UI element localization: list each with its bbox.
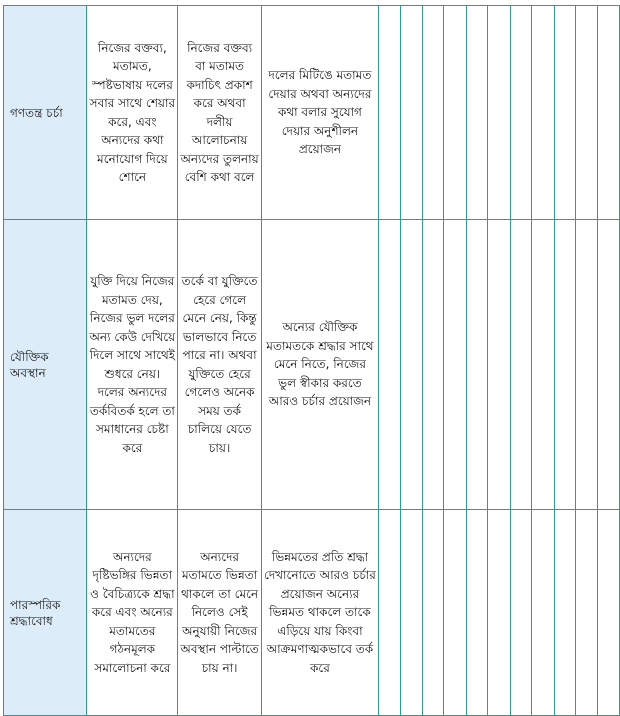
level2-text: অন্যদের মতামতে ভিন্নতা থাকলে তা মেনে নিলেও সেই অনুযায়ী নিজের অবস্থান পাল্টাতে চায় না। xyxy=(180,549,259,675)
table-row xyxy=(4,510,620,716)
score-cell xyxy=(576,220,598,510)
level2-text: নিজের বক্তব্য বা মতামত কদাচিৎ প্রকাশ করে অথবা দলীয় আলোচনায় অন্যদের তুলনায় বেশি কথা বলে xyxy=(180,40,259,184)
table-row xyxy=(4,6,620,220)
score-cell xyxy=(510,510,531,716)
level3-text: দলের মিটিঙে মতামত দেয়ার অথবা অন্যদের কথা বলার সুযোগ দেয়ার অনুশীলন প্রয়োজন xyxy=(268,68,372,157)
level3-cell xyxy=(261,220,378,510)
score-cell xyxy=(488,510,510,716)
score-cell xyxy=(488,6,510,220)
score-cell xyxy=(466,6,487,220)
criterion-cell xyxy=(4,220,87,510)
level1-cell xyxy=(87,510,178,716)
score-cell xyxy=(598,510,620,716)
score-cell xyxy=(466,510,487,716)
score-cell xyxy=(379,6,400,220)
criterion-label: যৌক্তিক অবস্থান xyxy=(10,349,49,380)
score-cell xyxy=(400,510,422,716)
level1-text: অন্যদের দৃষ্টিভঙ্গির ভিন্নতা ও বৈচিত্র্যকে শ্রদ্ধা করে এবং অন্যের মতামতের গঠনমূলক সমালোচনা করে xyxy=(90,549,175,675)
rubric-table xyxy=(3,5,620,716)
score-cell xyxy=(510,220,531,510)
level3-cell xyxy=(261,510,378,716)
score-cell xyxy=(444,220,466,510)
score-cell xyxy=(598,6,620,220)
level2-cell xyxy=(178,220,261,510)
level3-cell xyxy=(261,6,378,220)
score-cell xyxy=(510,6,531,220)
score-cell xyxy=(466,220,487,510)
level1-text: নিজের বক্তব্য, মতামত, স্পষ্টভাষায় দলের সবার সাথে শেয়ার করে, এবং অন্যদের কথা মনোযোগ দিয়ে শোনে xyxy=(89,40,176,184)
level1-cell xyxy=(87,220,178,510)
table-row xyxy=(4,220,620,510)
score-cell xyxy=(379,220,400,510)
score-cell xyxy=(400,6,422,220)
score-cell xyxy=(488,220,510,510)
score-cell xyxy=(576,510,598,716)
level3-text: ভিন্নমতের প্রতি শ্রদ্ধা দেখানোতে আরও চর্চার প্রয়োজন অন্যের ভিন্নমত থাকলে তাকে এড়িয়ে যায় কিংবা আক্রমণাত্মকভাবে তর্ক করে xyxy=(263,549,376,675)
criterion-label: পারস্পরিক শ্রদ্ধাবোধ xyxy=(10,597,61,628)
level1-text: যুক্তি দিয়ে নিজের মতামত দেয়, নিজের ভুল দলের অন্য কেউ দেখিয়ে দিলে সাথে সাথেই শুধরে নেয়। দলের অন্যদের তর্কবিতর্ক হলে তা সমাধানের চেষ্টা করে xyxy=(89,274,176,455)
criterion-cell xyxy=(4,510,87,716)
score-cell xyxy=(422,510,443,716)
level2-text: তর্কে বা যুক্তিতে হেরে গেলে মেনে নেয়, কিন্তু ভালভাবে নিতে পারে না। অথবা যুক্তিতে হেরে গেলেও অনেক সময় তর্ক চালিয়ে যেতে চায়। xyxy=(181,274,258,455)
score-cell xyxy=(532,6,554,220)
score-cell xyxy=(422,6,443,220)
level2-cell xyxy=(178,6,261,220)
score-cell xyxy=(444,6,466,220)
score-cell xyxy=(554,6,575,220)
score-cell xyxy=(598,220,620,510)
level2-cell xyxy=(178,510,261,716)
score-cell xyxy=(576,6,598,220)
level3-text: অন্যের যৌক্তিক মতামতকে শ্রদ্ধার সাথে মেনে নিতে, নিজের ভুল স্বীকার করতে আরও চর্চার প্রয়োজন xyxy=(266,320,374,409)
score-cell xyxy=(554,510,575,716)
score-cell xyxy=(422,220,443,510)
score-cell xyxy=(400,220,422,510)
score-cell xyxy=(532,510,554,716)
score-cell xyxy=(554,220,575,510)
score-cell xyxy=(532,220,554,510)
score-cell xyxy=(444,510,466,716)
criterion-cell xyxy=(4,6,87,220)
criterion-label: গণতন্ত্র চর্চা xyxy=(10,105,63,120)
level1-cell xyxy=(87,6,178,220)
score-cell xyxy=(379,510,400,716)
